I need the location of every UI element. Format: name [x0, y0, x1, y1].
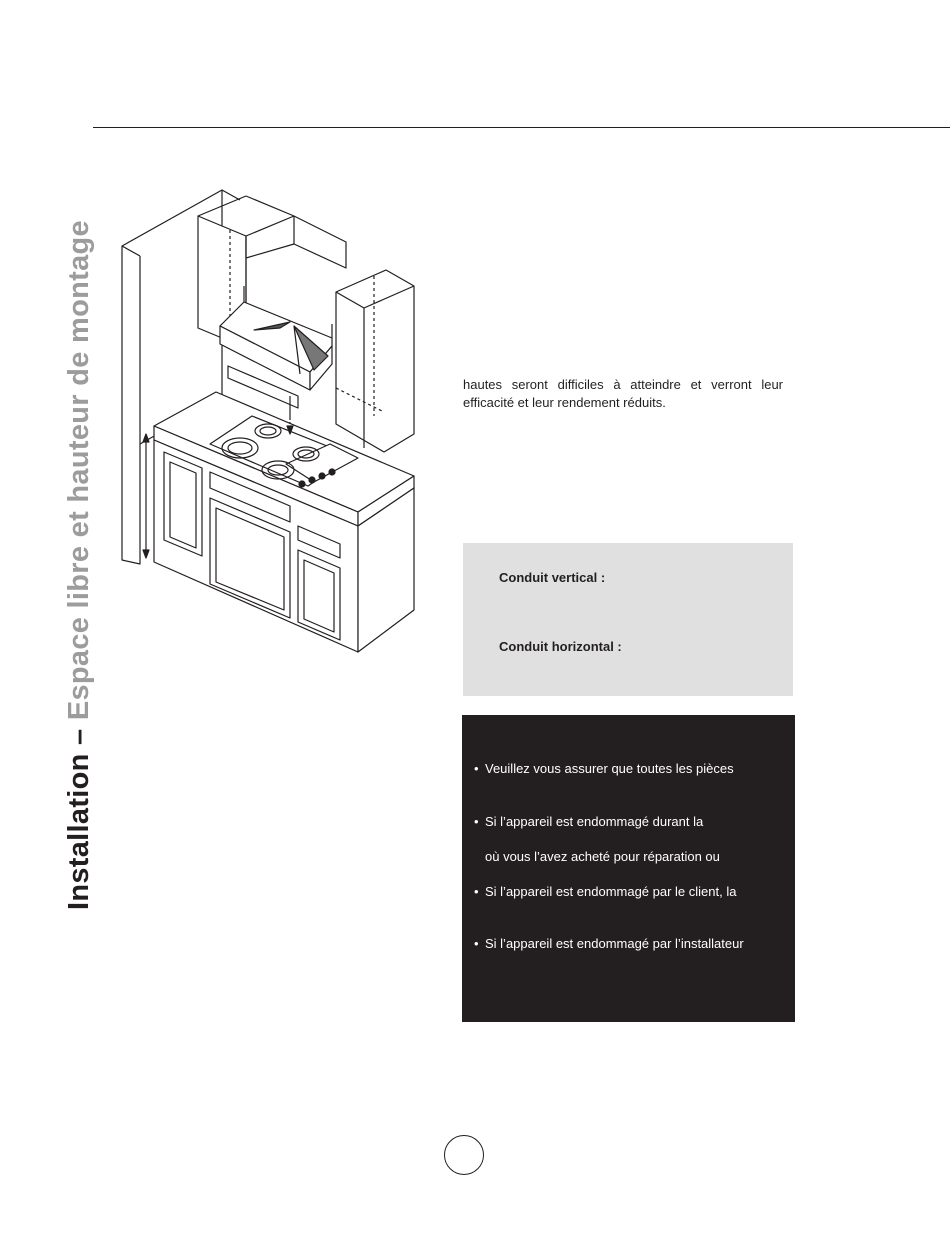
bullet-icon: • — [474, 761, 479, 776]
page-number-circle — [444, 1135, 484, 1175]
warning-item: • Si l’appareil est endommagé par le client, la — [474, 884, 737, 899]
vertical-duct-label: Conduit vertical : — [499, 570, 606, 585]
warning-box — [462, 715, 795, 1022]
bullet-icon: • — [474, 814, 479, 829]
duct-info-box — [463, 543, 793, 696]
bullet-icon: • — [474, 884, 479, 899]
section-title-main: Installation – — [63, 720, 95, 910]
warning-item: • Si l’appareil est endommagé par l’installateur — [474, 936, 744, 951]
body-paragraph: hautes seront difficiles à atteindre et verront leur efficacité et leur rendement réduits. — [463, 377, 783, 410]
header-rule — [93, 127, 950, 128]
section-title-sub: Espace libre et hauteur de montage — [63, 220, 95, 721]
warning-item: • Si l’appareil est endommagé durant la — [474, 814, 704, 829]
kitchen-range-hood-illustration — [118, 186, 420, 654]
warning-item-continuation: où vous l’avez acheté pour réparation ou — [485, 849, 720, 864]
warning-item: • Veuillez vous assurer que toutes les pièces — [474, 761, 734, 776]
bullet-icon: • — [474, 936, 479, 951]
horizontal-duct-label: Conduit horizontal : — [499, 639, 622, 654]
section-title — [63, 220, 96, 910]
